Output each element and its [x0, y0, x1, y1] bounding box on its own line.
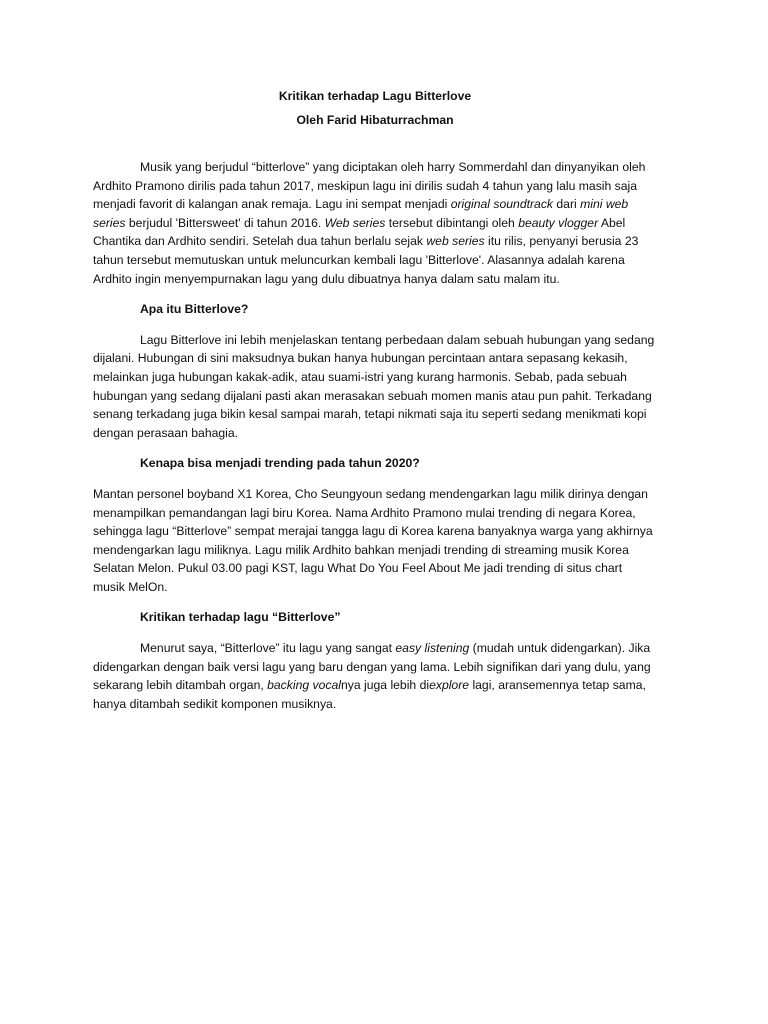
section-paragraph-3 — [93, 639, 657, 713]
intro-text-1: Musik yang berjudul “bitterlove” yang diciptakan oleh harry Sommerdahl dan dinyanyikan oleh Ardhito Pramono dirilis pada tahun 2017, meskipun lagu ini dirilis sudah 4 tahun yang lalu masih saja menjadi favorit di kalangan anak remaja. Lagu ini sempat menjadi — [93, 160, 646, 212]
para3-italic-1: easy listening — [395, 641, 470, 656]
para3-text-1: Menurut saya, “Bitterlove” itu lagu yang sangat — [140, 641, 396, 656]
section-heading-2: Kenapa bisa menjadi trending pada tahun 2020? — [140, 456, 420, 471]
intro-italic-2: mini web series — [93, 197, 629, 230]
section-paragraph-1: Lagu Bitterlove ini lebih menjelaskan tentang perbedaan dalam sebuah hubungan yang sedang dijalani. Hubungan di sini maksudnya bukan hanya hubungan percintaan antara sepasang kekasih, melainkan juga hubungan kakak-adik, atau suami-istri yang kurang harmonis. Sebab, pada sebuah hubungan yang sedang dijalani pasti akan merasakan sebuah momen manis atau pun pahit. Terkadang senang terkadang juga bikin kesal sampai marah, tetapi nikmati saja itu seperti sedang menikmati kopi dengan perasaan bahagia. — [93, 332, 655, 440]
para3-text-3: nya juga lebih di — [340, 678, 430, 693]
para3-text-2: (mudah untuk didengarkan). Jika didengarkan dengan baik versi lagu yang baru dengan yang lama. Lebih signifikan dari yang dulu, yang sekarang lebih ditambah organ, — [93, 641, 651, 693]
intro-paragraph — [93, 158, 657, 288]
intro-italic-5: web series — [426, 234, 485, 249]
intro-italic-4: beauty vlogger — [518, 215, 599, 230]
intro-text-4: tersebut dibintangi oleh — [385, 215, 519, 230]
section-heading-3: Kritikan terhadap lagu “Bitterlove” — [140, 610, 341, 625]
intro-text-5: Abel Chantika dan Ardhito sendiri. Setelah dua tahun berlalu sejak — [93, 215, 626, 249]
para3-italic-2: backing vocal — [267, 678, 341, 693]
para3-text-4: lagi, aransemennya tetap sama, hanya ditambah sedikit komponen musiknya. — [93, 678, 646, 711]
intro-italic-1: original soundtrack — [450, 197, 554, 212]
intro-text-2: dari — [553, 197, 581, 212]
intro-italic-3: Web series — [324, 215, 386, 230]
para3-italic-3: explore — [429, 678, 470, 693]
document-author: Oleh Farid Hibaturrachman — [296, 113, 454, 127]
section-heading-1: Apa itu Bitterlove? — [140, 302, 249, 317]
intro-text-3: berjudul 'Bittersweet' di tahun 2016. — [125, 215, 325, 230]
section-paragraph-2: Mantan personel boyband X1 Korea, Cho Seungyoun sedang mendengarkan lagu milik dirinya dengan menampilkan pemandangan lagi biru Korea. Nama Ardhito Pramono mulai trending di negara Korea, sehingga lagu “Bitterlove” sempat merajai tangga lagu di Korea karena banyaknya warga yang akhirnya mendengarkan lagu miliknya. Lagu milik Ardhito bahkan menjadi trending di streaming musik Korea Selatan Melon. Pukul 03.00 pagi KST, lagu What Do You Feel About Me jadi trending di situs chart musik MelOn. — [93, 486, 653, 594]
intro-text-6: itu rilis, penyanyi berusia 23 tahun tersebut memutuskan untuk meluncurkan kembali lagu 'Bitterlove'. Alasannya adalah karena Ardhito ingin menyempurnakan lagu yang dulu dibuatnya hanya dalam satu malam itu. — [93, 234, 639, 286]
document-title: Kritikan terhadap Lagu Bitterlove — [278, 89, 472, 103]
